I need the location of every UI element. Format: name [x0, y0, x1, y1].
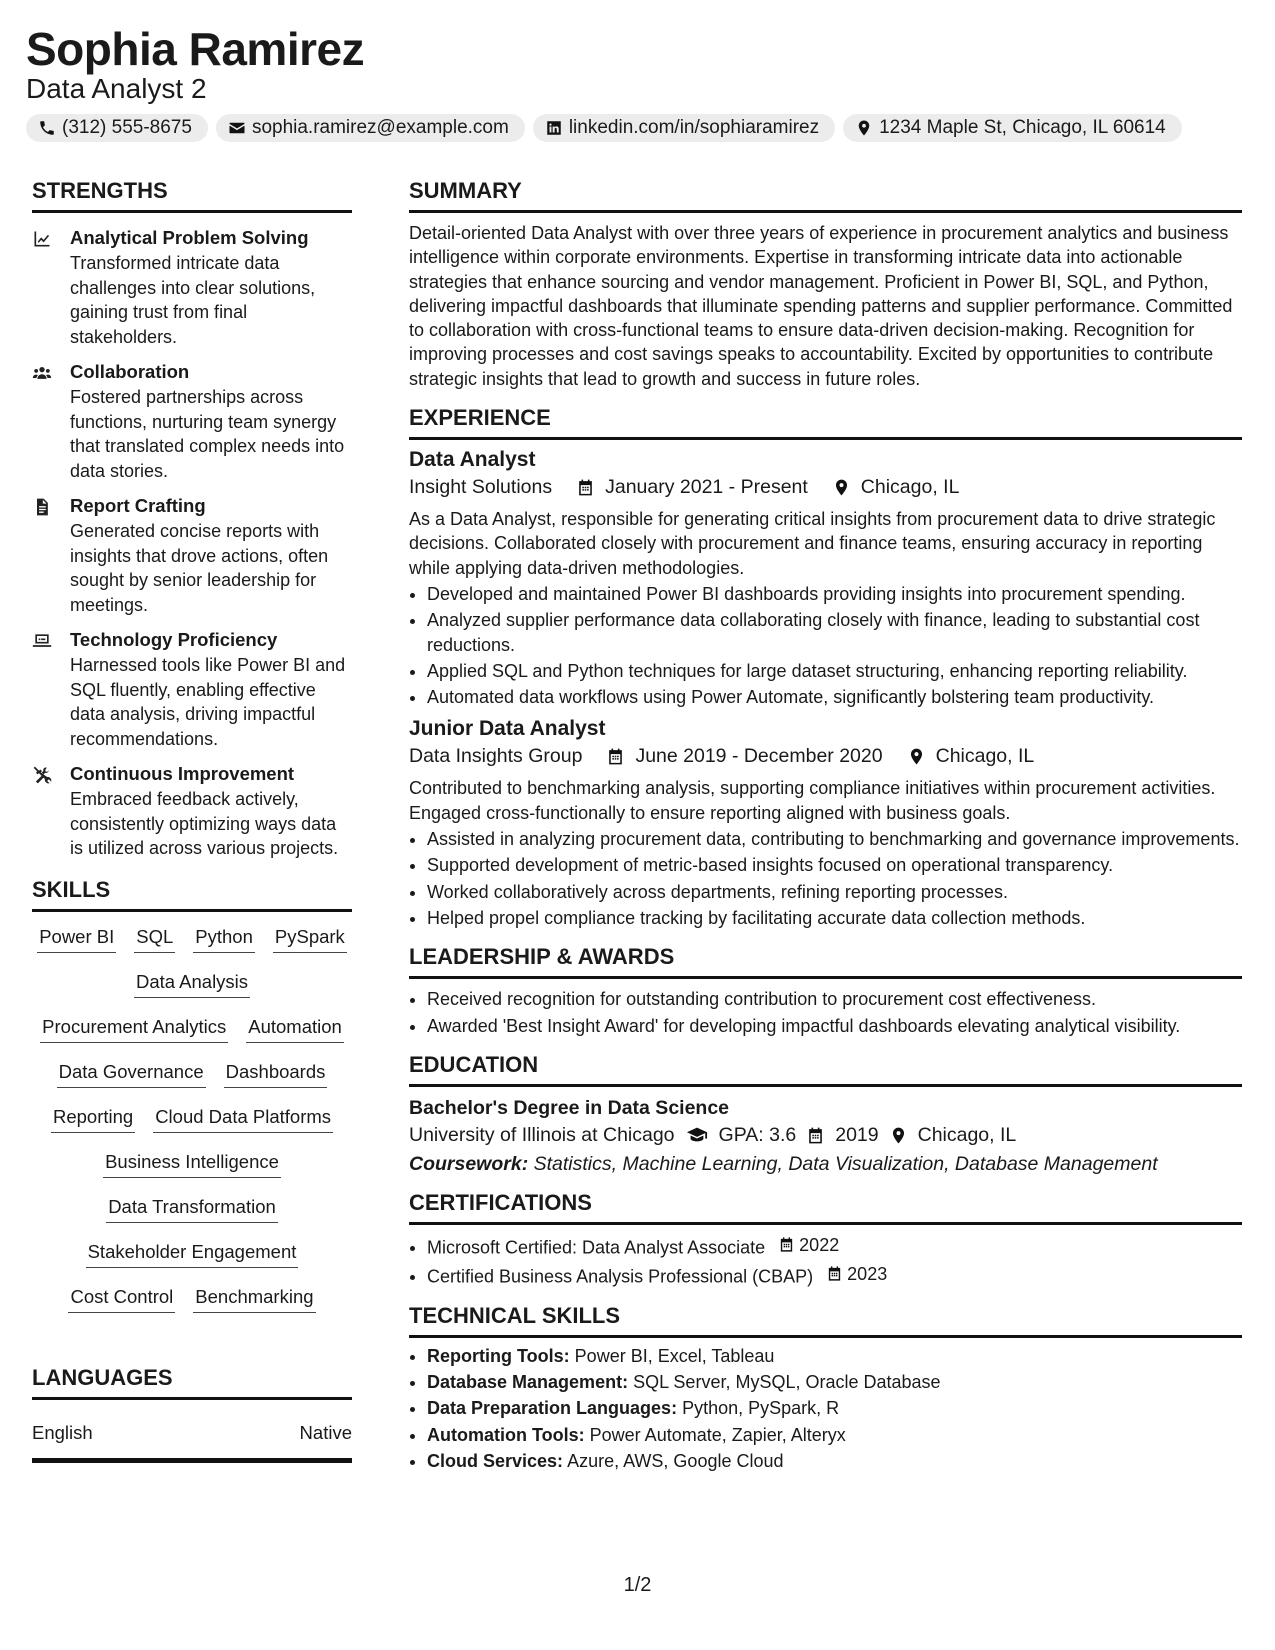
tech-skill-value: Python, PySpark, R	[682, 1398, 840, 1419]
certifications-heading: CERTIFICATIONS	[409, 1190, 1242, 1225]
job-bullet: • Worked collaboratively across departments, refining reporting processes.	[427, 880, 1242, 904]
skill-row	[32, 1284, 352, 1329]
skill-row	[32, 969, 352, 1014]
calendar-icon	[606, 747, 625, 766]
job-entry	[409, 448, 1242, 709]
certification-item	[427, 1233, 1242, 1260]
strength-title: Technology Proficiency	[70, 629, 278, 650]
skill-tag: Automation	[246, 1014, 344, 1043]
award-bullet: • Awarded 'Best Insight Award' for developing impactful dashboards elevating analytical visibility.	[427, 1014, 1242, 1038]
tech-skill-label: Database Management:	[427, 1372, 629, 1392]
skill-row	[32, 1149, 352, 1194]
certification-item	[427, 1262, 1242, 1289]
skill-row	[32, 1014, 352, 1059]
tech-skill-value: SQL Server, MySQL, Oracle Database	[633, 1372, 941, 1392]
strength-title: Continuous Improvement	[70, 763, 295, 784]
skill-row	[32, 1194, 352, 1239]
education-section	[409, 1052, 1242, 1176]
leadership-heading: LEADERSHIP & AWARDS	[409, 944, 1242, 979]
phone-text: (312) 555-8675	[62, 117, 192, 138]
job-bullet: • Assisted in analyzing procurement data, contributing to benchmarking and governance improvements.	[427, 827, 1242, 851]
right-column	[409, 178, 1242, 1475]
calendar-icon	[576, 478, 595, 497]
strength-item	[32, 227, 352, 349]
strength-title: Analytical Problem Solving	[70, 227, 309, 248]
users-icon	[32, 363, 52, 383]
tech-skill-label: Cloud Services:	[427, 1450, 564, 1471]
tools-icon	[32, 765, 52, 785]
job-bullet: • Developed and maintained Power BI dashboards providing insights into procurement spending.	[427, 582, 1242, 606]
languages-section	[32, 1365, 352, 1463]
language-name: English	[32, 1421, 93, 1443]
skills-heading: SKILLS	[32, 877, 352, 912]
tech-skill-item	[427, 1396, 1242, 1420]
strength-desc: Generated concise reports with insights that drove actions, often sought by senior leadership for meetings.	[70, 521, 329, 615]
skill-tag: Reporting	[51, 1104, 135, 1133]
tech-skill-item	[427, 1344, 1242, 1368]
tech-skill-label: Reporting Tools:	[427, 1345, 570, 1366]
certification-name: Certified Business Analysis Professional (CBAP)	[427, 1266, 814, 1287]
skill-tag: Benchmarking	[193, 1284, 315, 1313]
skill-row	[32, 924, 352, 969]
laptop-icon	[32, 631, 52, 651]
address-text: 1234 Maple St, Chicago, IL 60614	[879, 117, 1166, 138]
job-bullet: • Analyzed supplier performance data collaborating closely with finance, leading to substantial cost reductions.	[427, 608, 1242, 657]
tech-skill-item	[427, 1370, 1242, 1394]
tech-skill-value: Azure, AWS, Google Cloud	[567, 1450, 784, 1471]
skill-tag: Power BI	[37, 924, 116, 953]
tech-skill-value: Power Automate, Zapier, Alteryx	[589, 1424, 846, 1445]
calendar-icon	[826, 1265, 843, 1282]
job-entry	[409, 717, 1242, 930]
degree-title: Bachelor's Degree in Data Science	[409, 1096, 730, 1119]
school-location: Chicago, IL	[917, 1123, 1017, 1146]
company-name: Data Insights Group	[409, 745, 583, 768]
skill-tag: Dashboards	[224, 1059, 328, 1088]
certification-name: Microsoft Certified: Data Analyst Associate	[427, 1237, 766, 1258]
summary-section	[409, 178, 1242, 391]
certification-year: 2023	[847, 1263, 888, 1284]
job-dates: June 2019 - December 2020	[635, 745, 883, 768]
phone-icon	[38, 119, 56, 137]
job-bullet: • Helped propel compliance tracking by facilitating accurate data collection methods.	[427, 906, 1242, 930]
job-description: Contributed to benchmarking analysis, supporting compliance initiatives within procurement activities. Engaged cross-functionally to ensure reporting aligned with business goals.	[409, 778, 1216, 823]
skill-tag: Data Transformation	[106, 1194, 278, 1223]
job-title: Data Analyst	[409, 448, 536, 472]
skill-tag: Data Governance	[57, 1059, 206, 1088]
location-pin-icon	[907, 747, 926, 766]
calendar-icon	[778, 1236, 795, 1253]
linkedin-icon	[545, 119, 563, 137]
left-column	[32, 178, 352, 1463]
summary-text: Detail-oriented Data Analyst with over three years of experience in procurement analytics and business intelligence within corporate environments. Expertise in transforming intricate data into actionable strategies that enhance sourcing and vendor management. Proficient in Power BI, SQL, and Python, delivering impactful dashboards that illuminate spending patterns and supplier performance. Committed to collaboration with cross-functional teams to ensure data-driven decision-making. Recognition for improving processes and cost savings speaks to accountability. Excited by opportunities to contribute strategic insights that lead to growth and success in future roles.	[409, 223, 1233, 389]
strength-desc: Transformed intricate data challenges into clear solutions, gaining trust from final stakeholders.	[70, 253, 316, 347]
languages-heading: LANGUAGES	[32, 1365, 352, 1400]
technical-skills-heading: TECHNICAL SKILLS	[409, 1303, 1242, 1338]
calendar-icon	[806, 1126, 825, 1145]
candidate-name: Sophia Ramirez	[26, 23, 365, 75]
certifications-section	[409, 1190, 1242, 1289]
graduation-year: 2019	[835, 1123, 879, 1146]
technical-skills-section	[409, 1303, 1242, 1473]
line-chart-icon	[32, 229, 52, 249]
experience-section	[409, 405, 1242, 930]
experience-heading: EXPERIENCE	[409, 405, 1242, 440]
summary-heading: SUMMARY	[409, 178, 1242, 213]
coursework	[409, 1153, 1242, 1176]
tech-skill-item	[427, 1449, 1242, 1473]
email-text: sophia.ramirez@example.com	[251, 117, 509, 138]
strength-title: Collaboration	[70, 361, 190, 382]
coursework-label: Coursework:	[409, 1152, 529, 1175]
strengths-section	[32, 178, 352, 861]
strengths-heading: STRENGTHS	[32, 178, 352, 213]
document-icon	[32, 497, 52, 517]
skill-tag: Business Intelligence	[103, 1149, 281, 1178]
strength-desc: Harnessed tools like Power BI and SQL fluently, enabling effective data analysis, driving impactful recommendations.	[70, 655, 346, 749]
contact-bar	[26, 114, 1182, 142]
tech-skill-label: Automation Tools:	[427, 1424, 585, 1445]
contact-address[interactable]	[843, 114, 1182, 142]
skills-section	[32, 877, 352, 1329]
certification-year: 2022	[799, 1234, 840, 1255]
job-description: As a Data Analyst, responsible for generating critical insights from procurement data to drive strategic decisions. Collaborated closely with procurement and finance teams, ensuring accuracy in reporting while applying data-driven methodologies.	[409, 509, 1216, 578]
envelope-icon	[228, 119, 246, 137]
skill-row	[32, 1059, 352, 1104]
skill-tag: Python	[193, 924, 255, 953]
job-location: Chicago, IL	[860, 476, 960, 499]
company-name: Insight Solutions	[409, 476, 553, 499]
education-heading: EDUCATION	[409, 1052, 1242, 1087]
strength-desc: Embraced feedback actively, consistently optimizing ways data is utilized across various projects.	[70, 789, 339, 858]
tech-skill-label: Data Preparation Languages:	[427, 1398, 678, 1419]
language-item	[32, 1422, 352, 1463]
strength-title: Report Crafting	[70, 495, 206, 516]
location-pin-icon	[889, 1126, 908, 1145]
job-title: Junior Data Analyst	[409, 717, 606, 741]
skill-tag: Stakeholder Engagement	[86, 1239, 299, 1268]
skill-tag: SQL	[134, 924, 175, 953]
coursework-list: Statistics, Machine Learning, Data Visualization, Database Management	[533, 1152, 1158, 1175]
strength-item	[32, 495, 352, 617]
gpa: GPA: 3.6	[718, 1123, 797, 1146]
contact-phone[interactable]	[26, 114, 208, 142]
job-bullet: • Applied SQL and Python techniques for large dataset structuring, enhancing reporting reliability.	[427, 659, 1242, 683]
skill-row	[32, 1104, 352, 1149]
strength-item	[32, 361, 352, 483]
graduation-cap-icon	[685, 1124, 709, 1146]
skill-tag: PySpark	[273, 924, 347, 953]
candidate-role: Data Analyst 2	[26, 73, 207, 104]
tech-skill-value: Power BI, Excel, Tableau	[574, 1345, 775, 1366]
location-pin-icon	[832, 478, 851, 497]
page-number: 1/2	[623, 1574, 652, 1596]
school-name: University of Illinois at Chicago	[409, 1123, 675, 1146]
skill-tag: Data Analysis	[134, 969, 250, 998]
job-bullet: • Supported development of metric-based insights focused on operational transparency.	[427, 853, 1242, 877]
tech-skill-item	[427, 1423, 1242, 1447]
strength-item	[32, 629, 352, 751]
linkedin-text: linkedin.com/in/sophiaramirez	[568, 117, 820, 138]
job-location: Chicago, IL	[935, 745, 1035, 768]
skill-tag: Cost Control	[68, 1284, 175, 1313]
skill-tag: Cloud Data Platforms	[153, 1104, 333, 1133]
contact-linkedin[interactable]	[533, 114, 835, 142]
strength-desc: Fostered partnerships across functions, nurturing team synergy that translated complex needs into data stories.	[70, 387, 345, 481]
strength-item	[32, 763, 352, 861]
leadership-section	[409, 944, 1242, 1038]
award-bullet: • Received recognition for outstanding contribution to procurement cost effectiveness.	[427, 987, 1242, 1011]
skill-tag: Procurement Analytics	[40, 1014, 228, 1043]
job-bullet: • Automated data workflows using Power Automate, significantly bolstering team productivity.	[427, 685, 1242, 709]
location-pin-icon	[855, 119, 873, 137]
language-level: Native	[299, 1421, 352, 1443]
contact-email[interactable]	[216, 114, 525, 142]
skill-row	[32, 1239, 352, 1284]
job-dates: January 2021 - Present	[605, 476, 808, 499]
